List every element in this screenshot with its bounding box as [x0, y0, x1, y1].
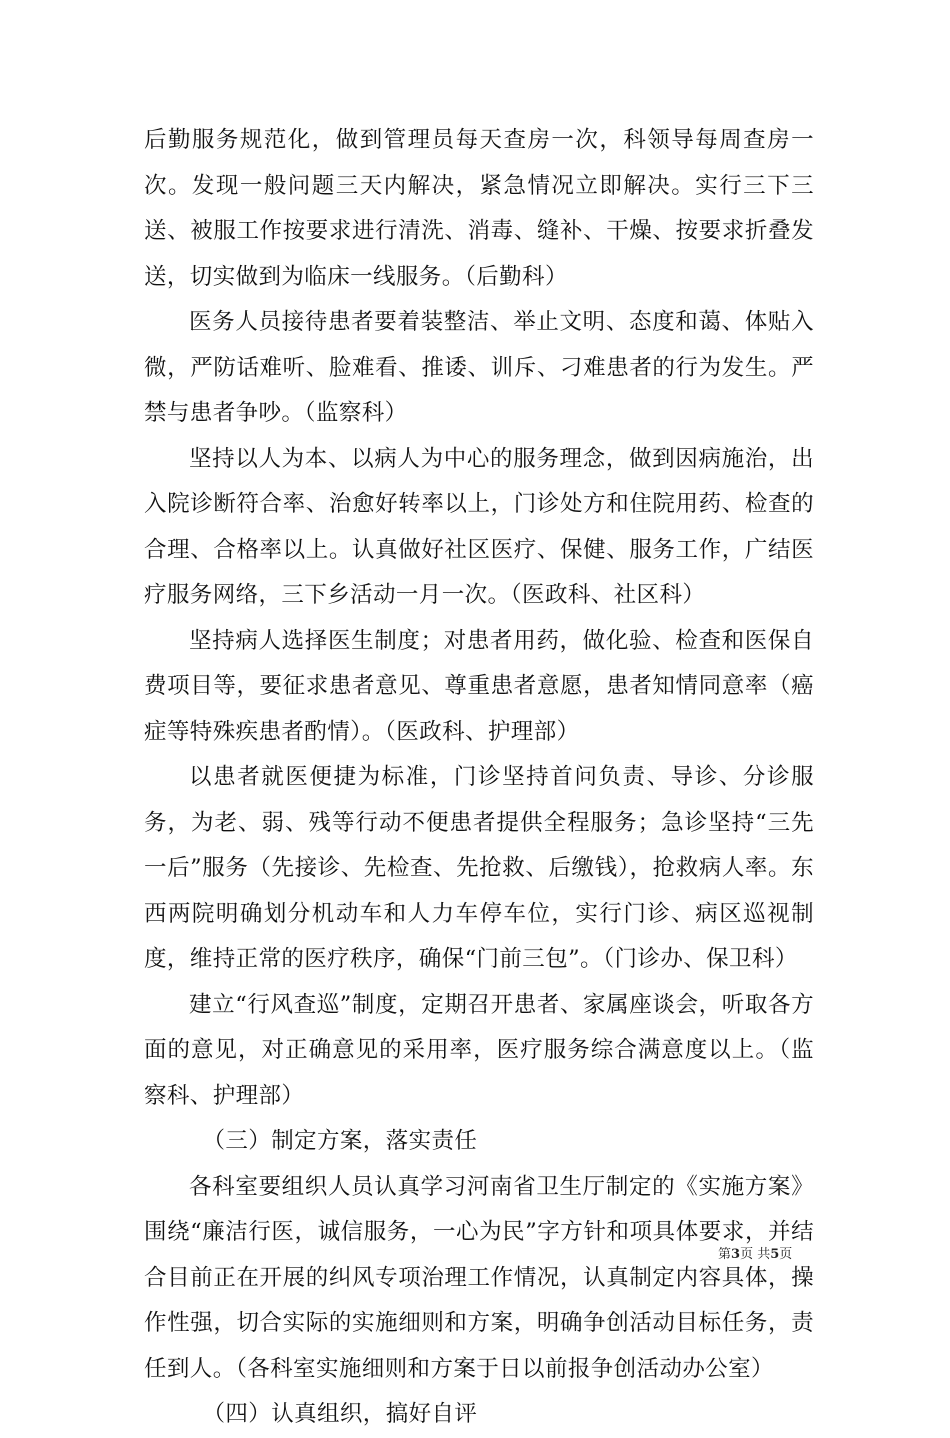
footer-total-pages: 5 — [770, 1247, 780, 1262]
footer-suffix: 页 — [779, 1247, 793, 1262]
section-heading-4: （四）认真组织，搞好自评 — [202, 1401, 478, 1427]
paragraph-convenience: 以患者就医便捷为标准，门诊坚持首问负责、导诊、分诊服务，为老、弱、残等行动不便患者提供全程服务；急诊坚持“三先一后”服务（先接诊、先检查、先抢救、后缴钱），抢救病人率。东西两院明确划分机动车和人力车停车位，实行门诊、病区巡视制度，维持正常的医疗秩序，确保“门前三包”。（门诊办、保卫科） — [144, 764, 814, 972]
section-heading-3: （三）制定方案，落实责任 — [202, 1128, 478, 1154]
page-footer — [718, 1246, 792, 1264]
footer-prefix: 第 — [718, 1247, 732, 1262]
paragraph-staff-conduct: 医务人员接待患者要着装整洁、举止文明、态度和蔼、体贴入微，严防话难听、脸难看、推诿、训斥、刁难患者的行为发生。严禁与患者争吵。（监察科） — [144, 309, 814, 426]
document-body — [144, 118, 814, 1438]
paragraph-logistics: 后勤服务规范化，做到管理员每天查房一次，科领导每周查房一次。发现一般问题三天内解决，紧急情况立即解决。实行三下三送、被服工作按要求进行清洗、消毒、缝补、干燥、按要求折叠发送，切实做到为临床一线服务。（后勤科） — [144, 127, 814, 290]
paragraph-inspection: 建立“行风查巡”制度，定期召开患者、家属座谈会，听取各方面的意见，对正确意见的采用率，医疗服务综合满意度以上。（监察科、护理部） — [144, 991, 814, 1109]
paragraph-service-concept: 坚持以人为本、以病人为中心的服务理念，做到因病施治，出入院诊断符合率、治愈好转率以上，门诊处方和住院用药、检查的合理、合格率以上。认真做好社区医疗、保健、服务工作，广结医疗服务网络，三下乡活动一月一次。（医政科、社区科） — [144, 445, 814, 608]
paragraph-plan: 各科室要组织人员认真学习河南省卫生厅制定的《实施方案》围绕“廉洁行医，诚信服务，一心为民”字方针和项具体要求，并结合目前正在开展的纠风专项治理工作情况，认真制定内容具体，操作性强，切合实际的实施细则和方案，明确争创活动目标任务，责任到人。（各科室实施细则和方案于日以前报争创活动办公室） — [144, 1173, 814, 1382]
paragraph-doctor-choice: 坚持病人选择医生制度；对患者用药，做化验、检查和医保自费项目等，要征求患者意见、尊重患者意愿，患者知情同意率（癌症等特殊疾患者酌情）。（医政科、护理部） — [144, 627, 814, 745]
footer-middle: 页 共 — [740, 1247, 771, 1262]
footer-page-number: 3 — [731, 1247, 741, 1262]
